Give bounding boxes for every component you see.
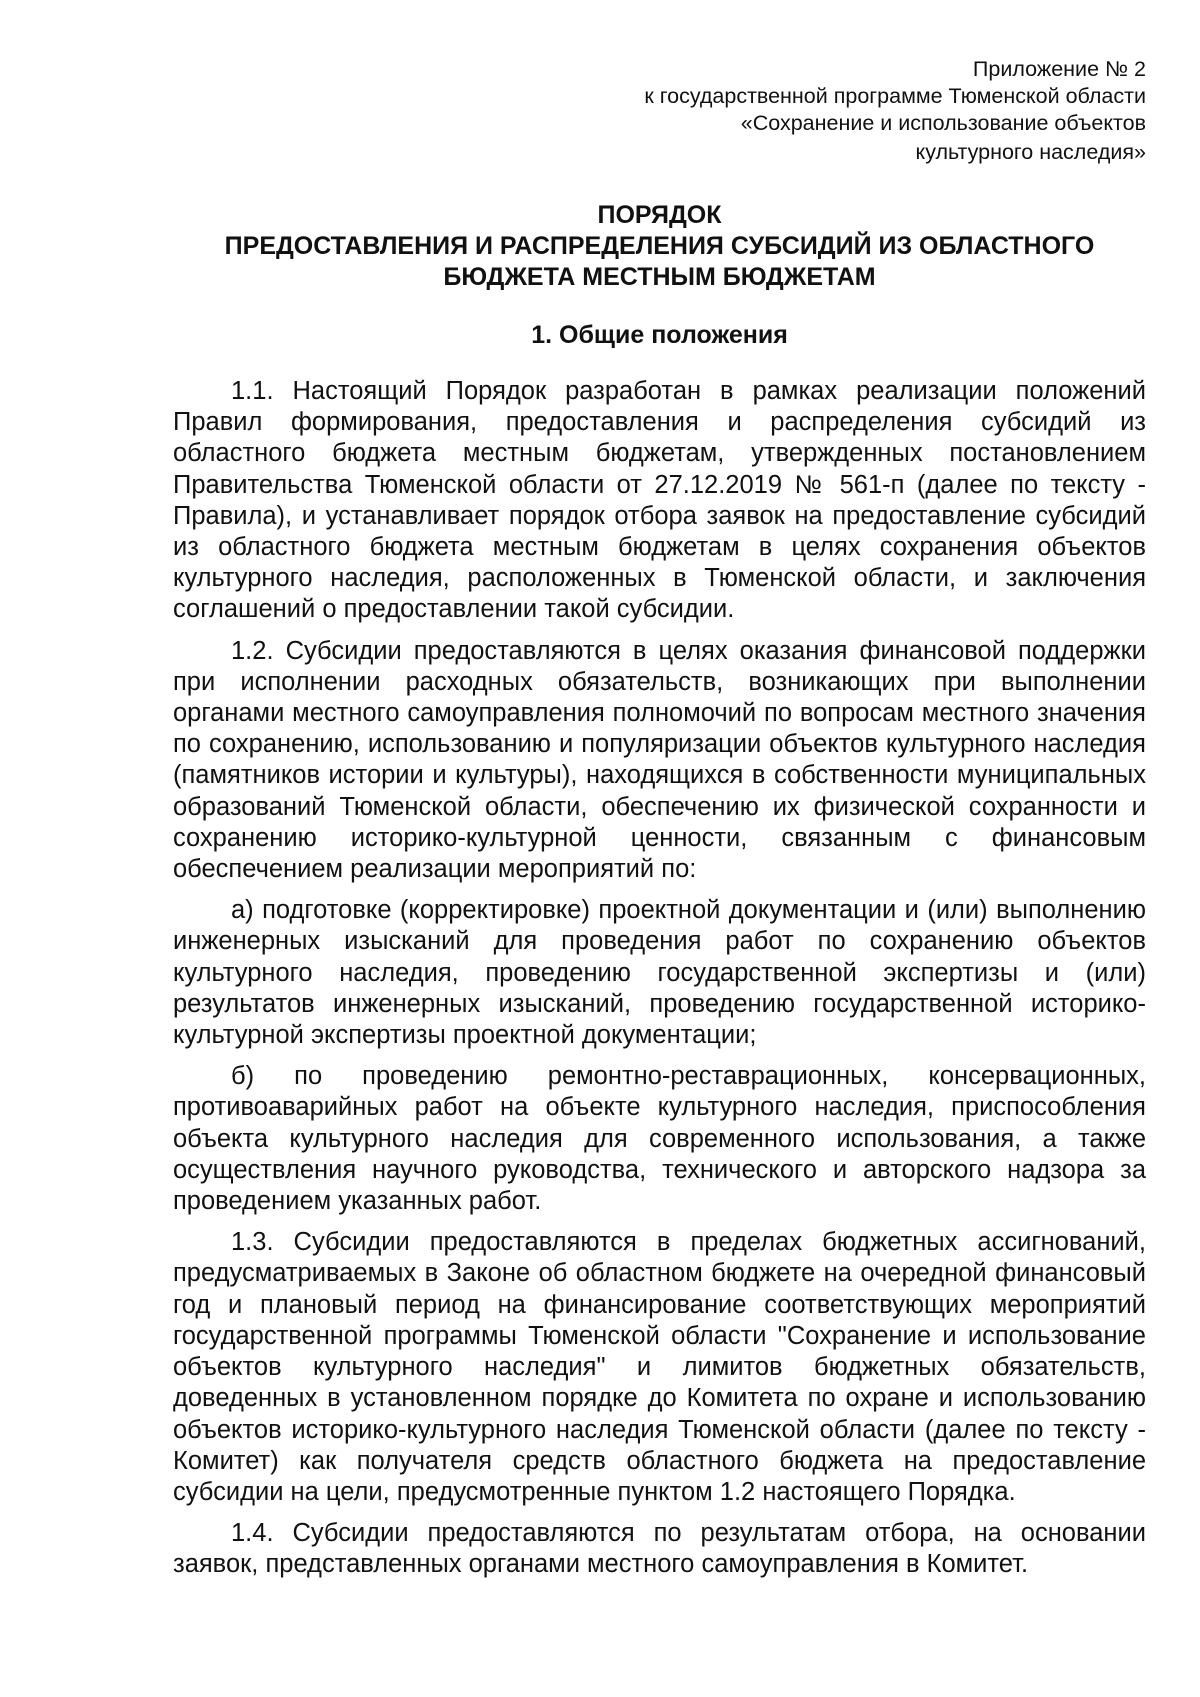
appendix-header: [173, 56, 1146, 166]
appendix-line: «Сохранение и использование объектов: [740, 111, 1146, 135]
paragraph-1-4: 1.4. Субсидии предоставляются по результатам отбора, на основании заявок, представленных органами местного самоуправления в Комитет.: [173, 1519, 1146, 1579]
document-title: [173, 200, 1146, 293]
document-page: [173, 56, 1146, 1591]
section-body: [173, 376, 1146, 1581]
appendix-line: к государственной программе Тюменской области: [644, 84, 1146, 108]
paragraph-1-2: 1.2. Субсидии предоставляются в целях оказания финансовой поддержки при исполнении расходных обязательств, возникающих при выполнении органами местного самоуправления полномочий по вопросам местного значения по сохранению, использованию и популяризации объектов культурного наследия (памятников истории и культуры), находящихся в собственности муниципальных образований Тюменской области, обеспечению их физической сохранности и сохранению историко-культурной ценности, связанным с финансовым обеспечением реализации мероприятий по:: [173, 636, 1146, 884]
paragraph-1-3: 1.3. Субсидии предоставляются в пределах бюджетных ассигнований, предусматриваемых в Законе об областном бюджете на очередной финансовый год и плановый период на финансирование соответствующих мероприятий государственной программы Тюменской области "Сохранение и использование объектов культурного наследия" и лимитов бюджетных обязательств, доведенных в установленном порядке до Комитета по охране и использованию объектов историко-культурного наследия Тюменской области (далее по тексту - Комитет) как получателя средств областного бюджета на предоставление субсидии на цели, предусмотренные пунктом 1.2 настоящего Порядка.: [173, 1228, 1146, 1506]
title-line: БЮДЖЕТА МЕСТНЫМ БЮДЖЕТАМ: [443, 263, 876, 291]
title-line: ПРЕДОСТАВЛЕНИЯ И РАСПРЕДЕЛЕНИЯ СУБСИДИЙ ИЗ ОБЛАСТНОГО: [224, 232, 1095, 260]
paragraph-1-1: 1.1. Настоящий Порядок разработан в рамках реализации положений Правил формирования, предоставления и распределения субсидий из областного бюджета местным бюджетам, утвержденных постановлением Правительства Тюменской области от 27.12.2019 № 561-п (далее по тексту - Правила), и устанавливает порядок отбора заявок на предоставление субсидий из областного бюджета местным бюджетам в целях сохранения объектов культурного наследия, расположенных в Тюменской области, и заключения соглашений о предоставлении такой субсидии.: [173, 377, 1146, 624]
paragraph-item-a: а) подготовке (корректировке) проектной документации и (или) выполнению инженерных изысканий для проведения работ по сохранению объектов культурного наследия, проведению государственной экспертизы и (или) результатов инженерных изысканий, проведению государственной историко-культурной экспертизы проектной документации;: [173, 896, 1146, 1050]
appendix-line: Приложение № 2: [972, 57, 1146, 81]
paragraph-item-b: б) по проведению ремонтно-реставрационных, консервационных, противоаварийных работ на объекте культурного наследия, приспособления объекта культурного наследия для современного использования, а также осуществления научного руководства, технического и авторского надзора за проведением указанных работ.: [173, 1062, 1146, 1216]
section-heading: 1. Общие положения: [531, 321, 788, 349]
title-line: ПОРЯДОК: [597, 201, 722, 229]
appendix-line: культурного наследия»: [915, 140, 1146, 164]
